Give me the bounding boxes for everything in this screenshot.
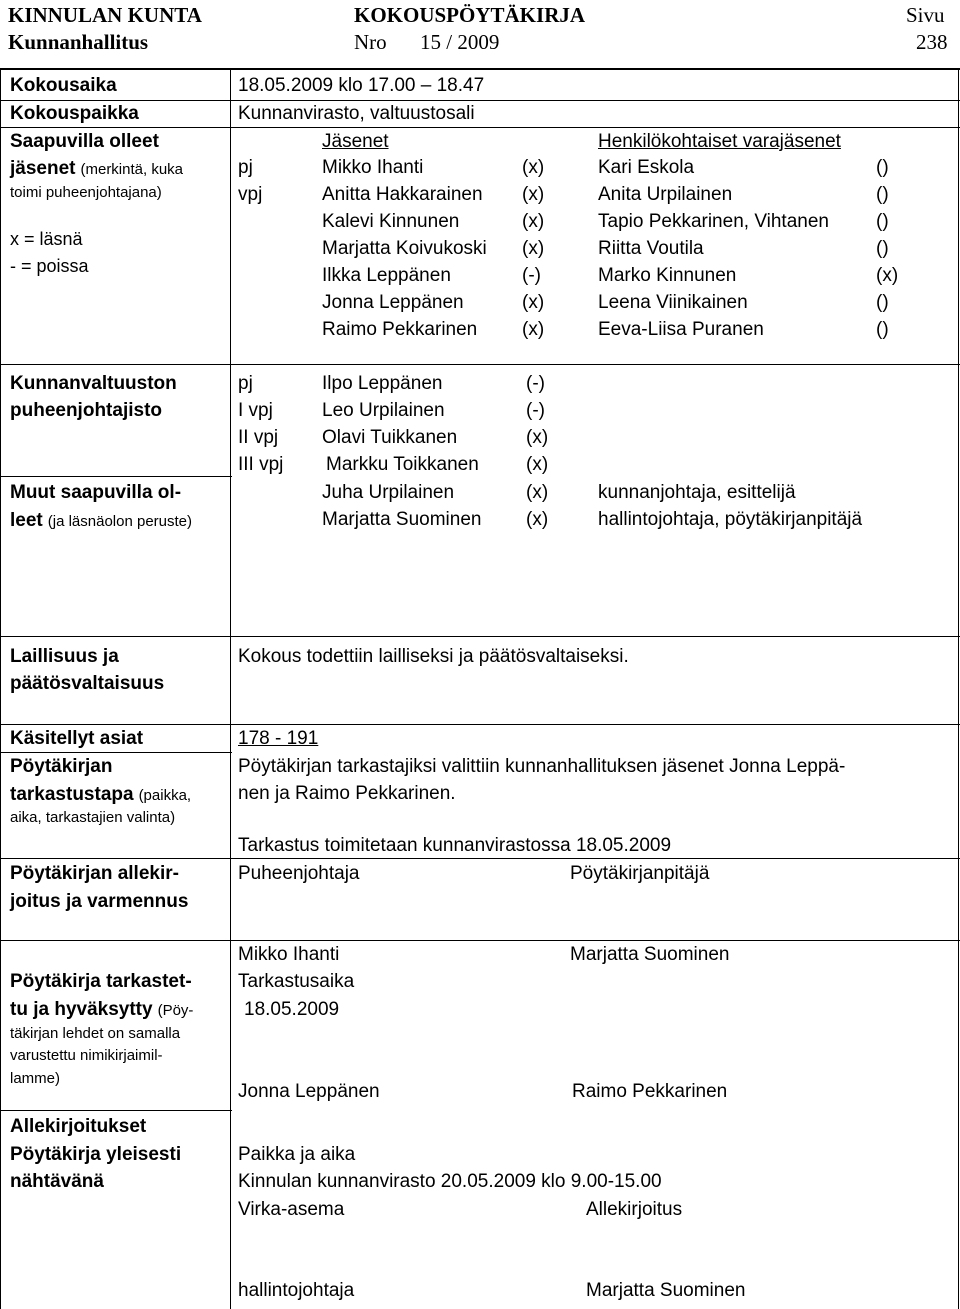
other-role-note: kunnanjohtaja, esittelijä xyxy=(598,482,796,503)
approved-label-line2 xyxy=(10,999,193,1019)
attendees-label: Saapuvilla olleet xyxy=(10,131,159,152)
review-label: Pöytäkirjan xyxy=(10,756,113,777)
row-divider xyxy=(0,724,960,725)
review-label-note: (paikka, xyxy=(138,787,192,804)
deputy-attendance-mark: () xyxy=(876,319,889,340)
attendees-label-line2 xyxy=(10,158,183,178)
chair-role: I vpj xyxy=(238,400,273,421)
column-divider xyxy=(230,68,231,1309)
member-attendance-mark: (x) xyxy=(522,292,545,313)
member-attendance-mark: (x) xyxy=(522,157,545,178)
meeting-place-label: Kokouspaikka xyxy=(10,103,139,124)
council-chairs-label2: puheenjohtajisto xyxy=(10,400,162,421)
member-name: Raimo Pekkarinen xyxy=(322,319,478,340)
table-right-border xyxy=(958,68,959,1309)
deputy-attendance-mark: () xyxy=(876,184,889,205)
others-label: Muut saapuvilla ol- xyxy=(10,482,182,503)
deputy-name: Kari Eskola xyxy=(598,157,695,178)
member-attendance-mark: (x) xyxy=(522,184,545,205)
council-chairs-label: Kunnanvaltuuston xyxy=(10,373,177,394)
signing-label2: joitus ja varmennus xyxy=(10,891,189,912)
document-type: KOKOUSPÖYTÄKIRJA xyxy=(354,3,586,27)
deputy-attendance-mark: () xyxy=(876,157,889,178)
member-name: Jonna Leppänen xyxy=(322,292,464,313)
row-divider xyxy=(0,127,960,128)
public-label3: nähtävänä xyxy=(10,1171,104,1192)
review-time-label: Tarkastusaika xyxy=(238,971,355,992)
member-name: Anitta Hakkarainen xyxy=(322,184,483,205)
attendees-label-note2: toimi puheenjohtajana) xyxy=(10,184,162,201)
table-left-border xyxy=(0,68,1,1309)
other-name: Juha Urpilainen xyxy=(322,482,455,503)
row-divider xyxy=(0,1110,232,1111)
deputy-name: Anita Urpilainen xyxy=(598,184,733,205)
others-label-bold: leet xyxy=(10,510,43,531)
chair-attendance-mark: (-) xyxy=(526,373,545,394)
review-text-line2: nen ja Raimo Pekkarinen. xyxy=(238,783,456,804)
row-divider xyxy=(0,100,960,101)
legend-present: x = läsnä xyxy=(10,229,83,249)
reviewer-two: Raimo Pekkarinen xyxy=(572,1081,728,1102)
review-label-line2 xyxy=(10,784,191,804)
review-time-value: 18.05.2009 xyxy=(244,999,340,1020)
others-label-note: (ja läsnäolon peruste) xyxy=(47,513,193,530)
signing-label: Pöytäkirjan allekir- xyxy=(10,863,179,884)
public-place-label: Paikka ja aika xyxy=(238,1144,356,1165)
approved-label: Pöytäkirja tarkastet- xyxy=(10,971,192,992)
review-label-bold: tarkastustapa xyxy=(10,784,134,805)
deputy-name: Tapio Pekkarinen, Vihtanen xyxy=(598,211,829,232)
approved-label-note4: lamme) xyxy=(10,1070,61,1087)
member-name: Kalevi Kinnunen xyxy=(322,211,460,232)
chair-name: Olavi Tuikkanen xyxy=(322,427,458,448)
deputies-header: Henkilökohtaiset varajäsenet xyxy=(598,131,841,152)
chair-role: II vpj xyxy=(238,427,279,448)
member-name: Mikko Ihanti xyxy=(322,157,424,178)
member-name: Ilkka Leppänen xyxy=(322,265,451,286)
reviewer-one: Jonna Leppänen xyxy=(238,1081,380,1102)
approved-label-bold: tu ja hyväksytty xyxy=(10,999,153,1020)
approved-label-note3: varustettu nimikirjaimil- xyxy=(10,1047,163,1064)
chair-name: Ilpo Leppänen xyxy=(322,373,443,394)
handled-value: 178 - 191 xyxy=(238,728,319,749)
deputy-name: Marko Kinnunen xyxy=(598,265,737,286)
row-divider xyxy=(0,636,960,637)
member-attendance-mark: (-) xyxy=(522,265,541,286)
row-divider xyxy=(0,858,960,859)
deputy-name: Leena Viinikainen xyxy=(598,292,748,313)
meeting-time-label: Kokousaika xyxy=(10,75,117,96)
member-role: vpj xyxy=(238,184,263,205)
meeting-place-value: Kunnanvirasto, valtuustosali xyxy=(238,103,475,124)
row-divider xyxy=(0,940,960,941)
chair-role: III vpj xyxy=(238,454,284,475)
attendees-label-note: (merkintä, kuka xyxy=(80,161,184,178)
chair-title: Puheenjohtaja xyxy=(238,863,360,884)
page-label: Sivu xyxy=(906,3,945,27)
municipality-name: KINNULAN KUNTA xyxy=(8,3,202,27)
legality-label2: päätösvaltaisuus xyxy=(10,673,165,694)
body-name: Kunnanhallitus xyxy=(8,30,149,54)
member-attendance-mark: (x) xyxy=(522,211,545,232)
position-value: hallintojohtaja xyxy=(238,1280,355,1301)
review-label-note2: aika, tarkastajien valinta) xyxy=(10,809,176,826)
chair-name: Markku Toikkanen xyxy=(326,454,479,475)
row-divider xyxy=(0,752,232,753)
member-role: pj xyxy=(238,157,253,178)
nro-label: Nro xyxy=(354,30,387,54)
deputy-attendance-mark: (x) xyxy=(876,265,899,286)
chair-attendance-mark: (-) xyxy=(526,400,545,421)
page-number: 238 xyxy=(916,30,948,54)
public-label: Allekirjoitukset xyxy=(10,1116,147,1137)
deputy-attendance-mark: () xyxy=(876,238,889,259)
row-divider xyxy=(0,476,232,477)
nro-value: 15 / 2009 xyxy=(420,30,500,54)
public-label2: Pöytäkirja yleisesti xyxy=(10,1144,182,1165)
other-attendance-mark: (x) xyxy=(526,482,549,503)
members-header: Jäsenet xyxy=(322,131,389,152)
table-top-border xyxy=(0,68,960,70)
row-divider xyxy=(0,364,960,365)
others-label-line2 xyxy=(10,510,192,530)
signature-name: Marjatta Suominen xyxy=(586,1280,746,1301)
review-text-line1: Pöytäkirjan tarkastajiksi valittiin kunnanhallituksen jäsenet Jonna Leppä- xyxy=(238,756,846,777)
chair-name: Mikko Ihanti xyxy=(238,944,340,965)
chair-attendance-mark: (x) xyxy=(526,427,549,448)
deputy-name: Riitta Voutila xyxy=(598,238,704,259)
meeting-time-value: 18.05.2009 klo 17.00 – 18.47 xyxy=(238,75,485,96)
attendees-label-bold: jäsenet xyxy=(10,158,76,179)
legality-label: Laillisuus ja xyxy=(10,646,119,667)
approved-label-note2: täkirjan lehdet on samalla xyxy=(10,1025,181,1042)
other-attendance-mark: (x) xyxy=(526,509,549,530)
public-place-value: Kinnulan kunnanvirasto 20.05.2009 klo 9.00-15.00 xyxy=(238,1171,662,1192)
deputy-attendance-mark: () xyxy=(876,211,889,232)
chair-attendance-mark: (x) xyxy=(526,454,549,475)
secretary-title: Pöytäkirjanpitäjä xyxy=(570,863,710,884)
position-label: Virka-asema xyxy=(238,1199,345,1220)
chair-name: Leo Urpilainen xyxy=(322,400,445,421)
member-attendance-mark: (x) xyxy=(522,319,545,340)
other-name: Marjatta Suominen xyxy=(322,509,482,530)
member-attendance-mark: (x) xyxy=(522,238,545,259)
approved-label-note: (Pöy- xyxy=(157,1002,194,1019)
member-name: Marjatta Koivukoski xyxy=(322,238,487,259)
chair-role: pj xyxy=(238,373,253,394)
review-text-line3: Tarkastus toimitetaan kunnanvirastossa 18.05.2009 xyxy=(238,835,672,856)
deputy-name: Eeva-Liisa Puranen xyxy=(598,319,764,340)
legend-absent: - = poissa xyxy=(10,256,89,276)
legality-text: Kokous todettiin lailliseksi ja päätösvaltaiseksi. xyxy=(238,646,629,667)
secretary-name: Marjatta Suominen xyxy=(570,944,730,965)
signature-label: Allekirjoitus xyxy=(586,1199,683,1220)
handled-label: Käsitellyt asiat xyxy=(10,728,144,749)
deputy-attendance-mark: () xyxy=(876,292,889,313)
other-role-note: hallintojohtaja, pöytäkirjanpitäjä xyxy=(598,509,863,530)
